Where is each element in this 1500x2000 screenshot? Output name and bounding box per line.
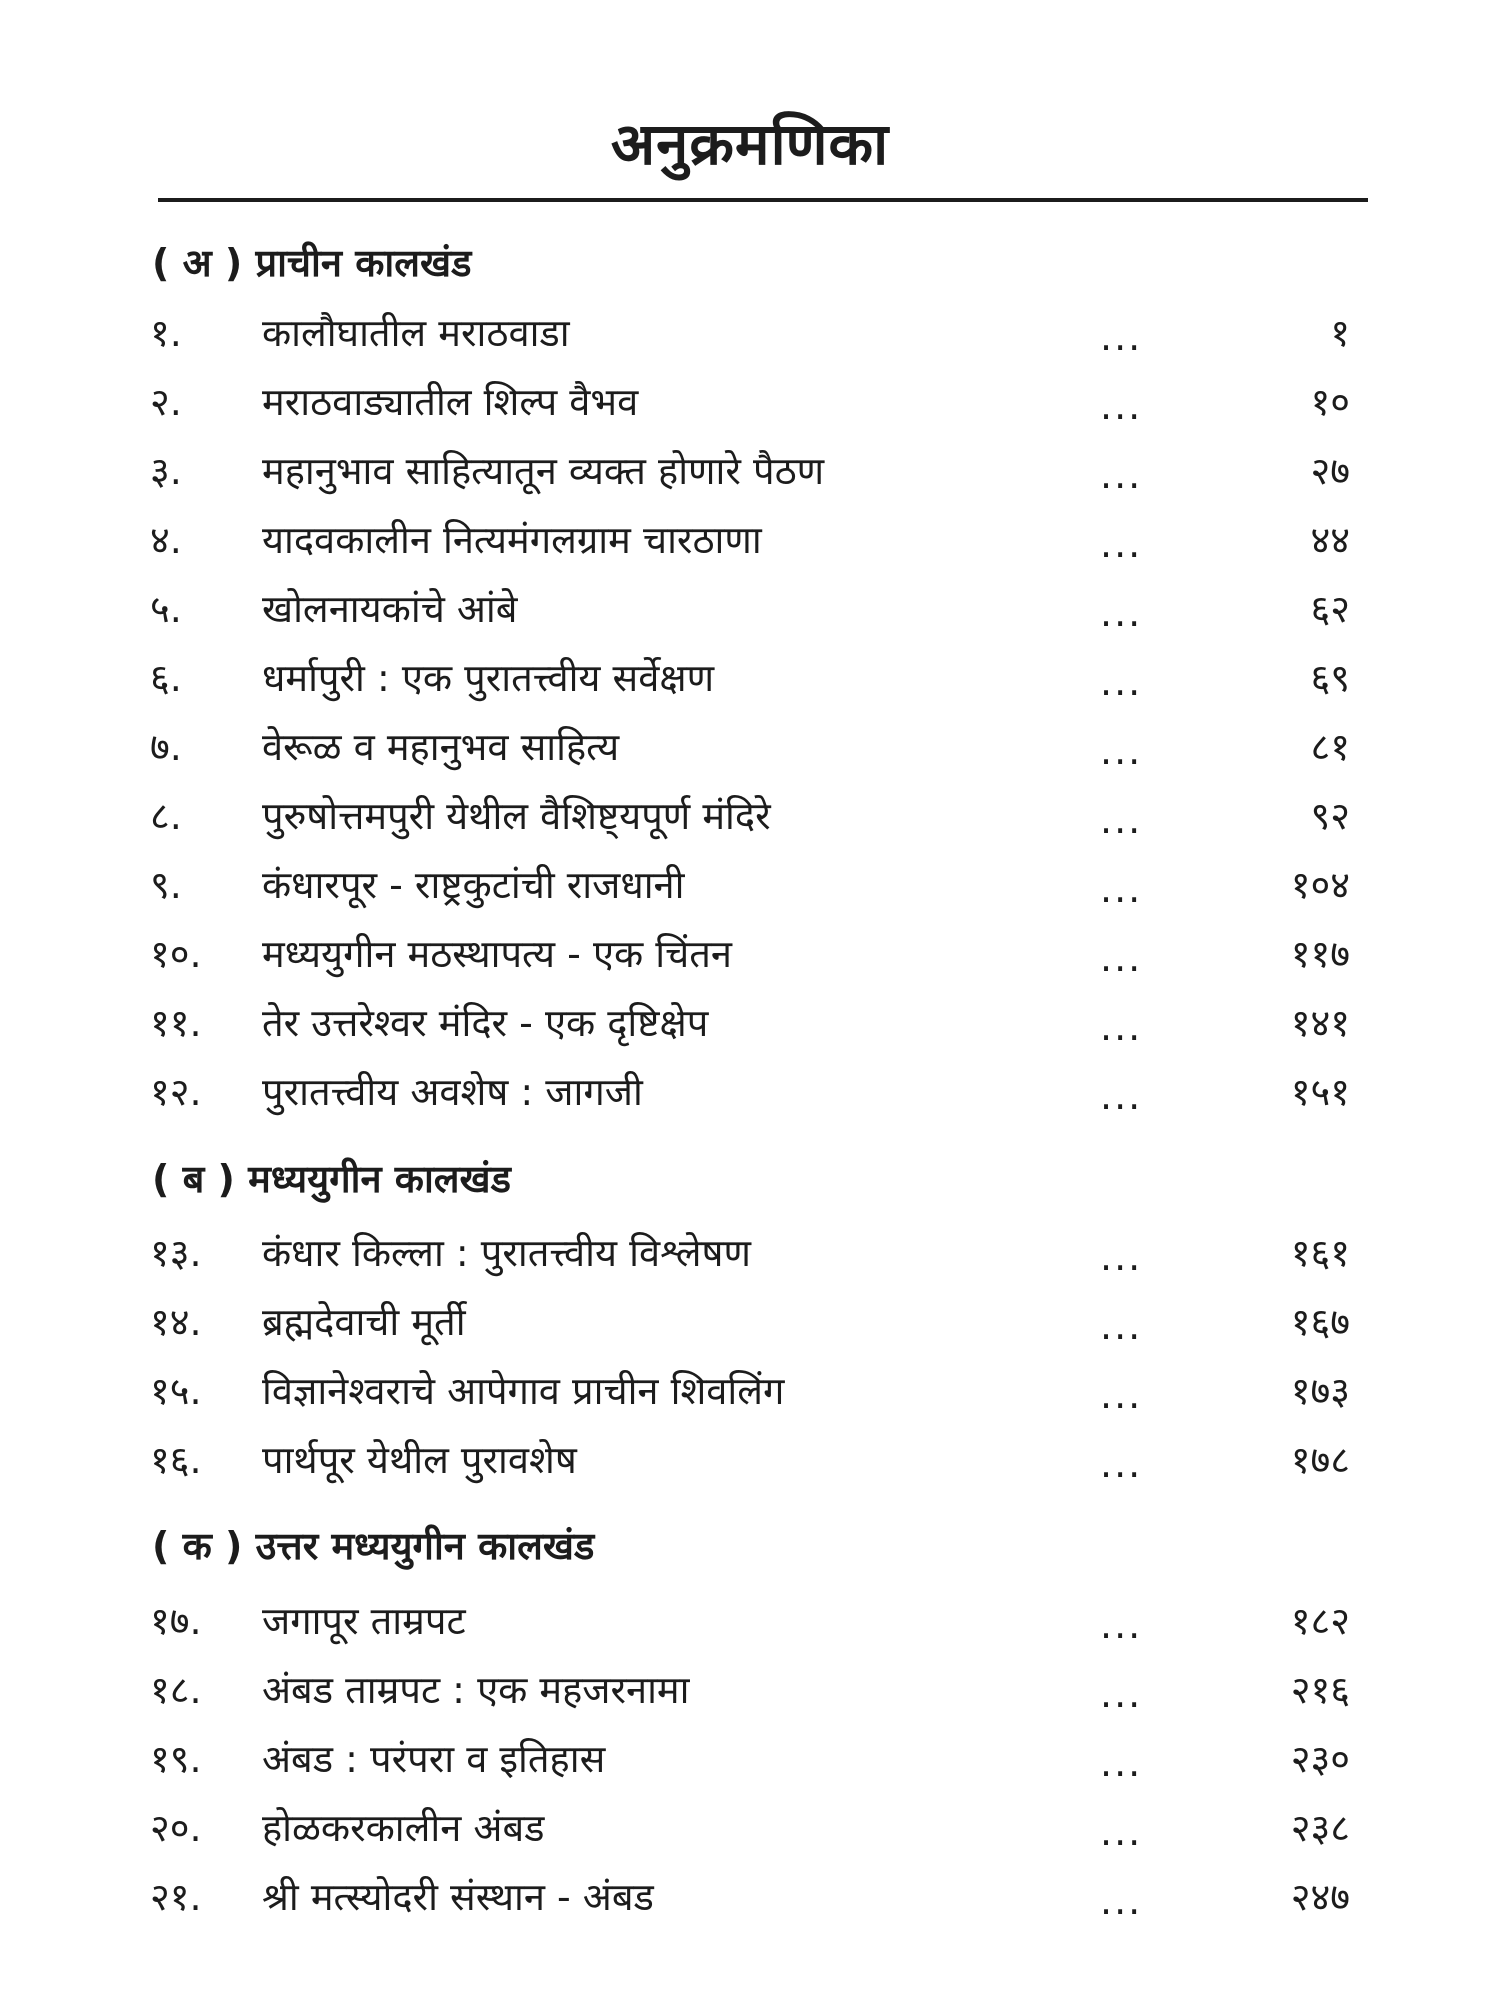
entry-title: विज्ञानेश्वराचे आपेगाव प्राचीन शिवलिंग [262,1369,785,1413]
entry-page: २३८ [1290,1806,1350,1850]
toc-entry[interactable] [0,1865,1500,1929]
entry-number: ११. [150,1001,202,1045]
toc-entry[interactable] [0,715,1500,779]
entry-page: ९२ [1310,794,1350,838]
entry-page: २४७ [1290,1875,1350,1919]
entry-title: मध्ययुगीन मठस्थापत्य - एक चिंतन [262,932,732,976]
entry-page: १६१ [1290,1231,1350,1275]
entry-page: ६२ [1310,587,1350,631]
entry-page: १५१ [1290,1070,1350,1114]
entry-leader: ... [1100,1005,1143,1049]
entry-page: ८१ [1310,725,1350,769]
entry-page: २३० [1290,1737,1350,1781]
entry-page: १६७ [1290,1300,1350,1344]
entry-number: २०. [150,1806,202,1850]
section-heading-a: ( अ ) प्राचीन कालखंड [152,241,472,285]
toc-entry[interactable] [0,646,1500,710]
entry-number: ५. [150,587,182,631]
entry-page: ४४ [1310,518,1350,562]
entry-leader: ... [1100,1074,1143,1118]
toc-entry[interactable] [0,1658,1500,1722]
entry-leader: ... [1100,660,1143,704]
toc-entry[interactable] [0,922,1500,986]
entry-number: २१. [150,1875,202,1919]
entry-number: १८. [150,1668,202,1712]
entry-number: ८. [150,794,182,838]
entry-page: १ [1330,311,1350,355]
title-divider [158,198,1368,202]
entry-title: वेरूळ व महानुभव साहित्य [262,725,620,769]
toc-entry[interactable] [0,370,1500,434]
entry-title: मराठवाड्यातील शिल्प वैभव [262,380,639,424]
entry-number: १४. [150,1300,202,1344]
entry-page: ६९ [1310,656,1350,700]
toc-entry[interactable] [0,1796,1500,1860]
toc-entry[interactable] [0,301,1500,365]
entry-leader: ... [1100,1810,1143,1854]
entry-leader: ... [1100,384,1143,428]
section-heading-c: ( क ) उत्तर मध्ययुगीन कालखंड [152,1524,595,1568]
toc-entry[interactable] [0,991,1500,1055]
entry-leader: ... [1100,1442,1143,1486]
section-heading-b: ( ब ) मध्ययुगीन कालखंड [152,1157,511,1201]
entry-number: १७. [150,1599,202,1643]
entry-title: पार्थपूर येथील पुरावशेष [262,1438,577,1482]
entry-leader: ... [1100,729,1143,773]
entry-leader: ... [1100,1672,1143,1716]
entry-page: ११७ [1290,932,1350,976]
entry-title: पुरुषोत्तमपुरी येथील वैशिष्ट्यपूर्ण मंदिरे [262,794,771,838]
entry-leader: ... [1100,1603,1143,1647]
toc-entry[interactable] [0,1727,1500,1791]
entry-number: १६. [150,1438,202,1482]
entry-number: ७. [150,725,182,769]
entry-title: अंबड : परंपरा व इतिहास [262,1737,606,1781]
entry-title: कालौघातील मराठवाडा [262,311,570,355]
toc-entry[interactable] [0,439,1500,503]
entry-title: कंधार किल्ला : पुरातत्त्वीय विश्लेषण [262,1231,751,1275]
toc-entry[interactable] [0,508,1500,572]
toc-entry[interactable] [0,853,1500,917]
entry-number: १०. [150,932,202,976]
entry-title: यादवकालीन नित्यमंगलग्राम चारठाणा [262,518,762,562]
entry-page: १४१ [1290,1001,1350,1045]
entry-number: १९. [150,1737,202,1781]
toc-entry[interactable] [0,1221,1500,1285]
entry-leader: ... [1100,591,1143,635]
entry-page: १८२ [1290,1599,1350,1643]
entry-leader: ... [1100,315,1143,359]
entry-title: खोलनायकांचे आंबे [262,587,518,631]
entry-page: २१६ [1290,1668,1350,1712]
entry-title: महानुभाव साहित्यातून व्यक्त होणारे पैठण [262,449,825,493]
entry-leader: ... [1100,453,1143,497]
entry-title: कंधारपूर - राष्ट्रकुटांची राजधानी [262,863,685,907]
page-title: अनुक्रमणिका [610,110,890,178]
entry-title: ब्रह्मदेवाची मूर्ती [262,1300,466,1344]
entry-page: १०४ [1290,863,1350,907]
entry-number: ३. [150,449,182,493]
toc-entry[interactable] [0,1359,1500,1423]
entry-title: धर्मापुरी : एक पुरातत्त्वीय सर्वेक्षण [262,656,715,700]
entry-number: १२. [150,1070,202,1114]
entry-leader: ... [1100,1304,1143,1348]
entry-title: तेर उत्तरेश्वर मंदिर - एक दृष्टिक्षेप [262,1001,709,1045]
entry-title: श्री मत्स्योदरी संस्थान - अंबड [262,1875,654,1919]
entry-leader: ... [1100,1879,1143,1923]
entry-number: ९. [150,863,182,907]
entry-leader: ... [1100,522,1143,566]
entry-title: पुरातत्त्वीय अवशेष : जागजी [262,1070,643,1114]
entry-page: १७८ [1290,1438,1350,1482]
entry-page: २७ [1310,449,1350,493]
entry-page: १० [1310,380,1350,424]
toc-entry[interactable] [0,1428,1500,1492]
entry-number: २. [150,380,182,424]
entry-title: जगापूर ताम्रपट [262,1599,466,1643]
entry-number: १३. [150,1231,202,1275]
entry-leader: ... [1100,798,1143,842]
toc-entry[interactable] [0,1589,1500,1653]
entry-number: १५. [150,1369,202,1413]
entry-title: होळकरकालीन अंबड [262,1806,545,1850]
entry-leader: ... [1100,1373,1143,1417]
entry-number: ६. [150,656,182,700]
entry-leader: ... [1100,867,1143,911]
entry-number: १. [150,311,182,355]
toc-entry[interactable] [0,1060,1500,1124]
entry-leader: ... [1100,1741,1143,1785]
entry-leader: ... [1100,1235,1143,1279]
toc-entry[interactable] [0,1290,1500,1354]
entry-number: ४. [150,518,182,562]
toc-entry[interactable] [0,577,1500,641]
entry-title: अंबड ताम्रपट : एक महजरनामा [262,1668,690,1712]
entry-leader: ... [1100,936,1143,980]
entry-page: १७३ [1290,1369,1350,1413]
toc-entry[interactable] [0,784,1500,848]
